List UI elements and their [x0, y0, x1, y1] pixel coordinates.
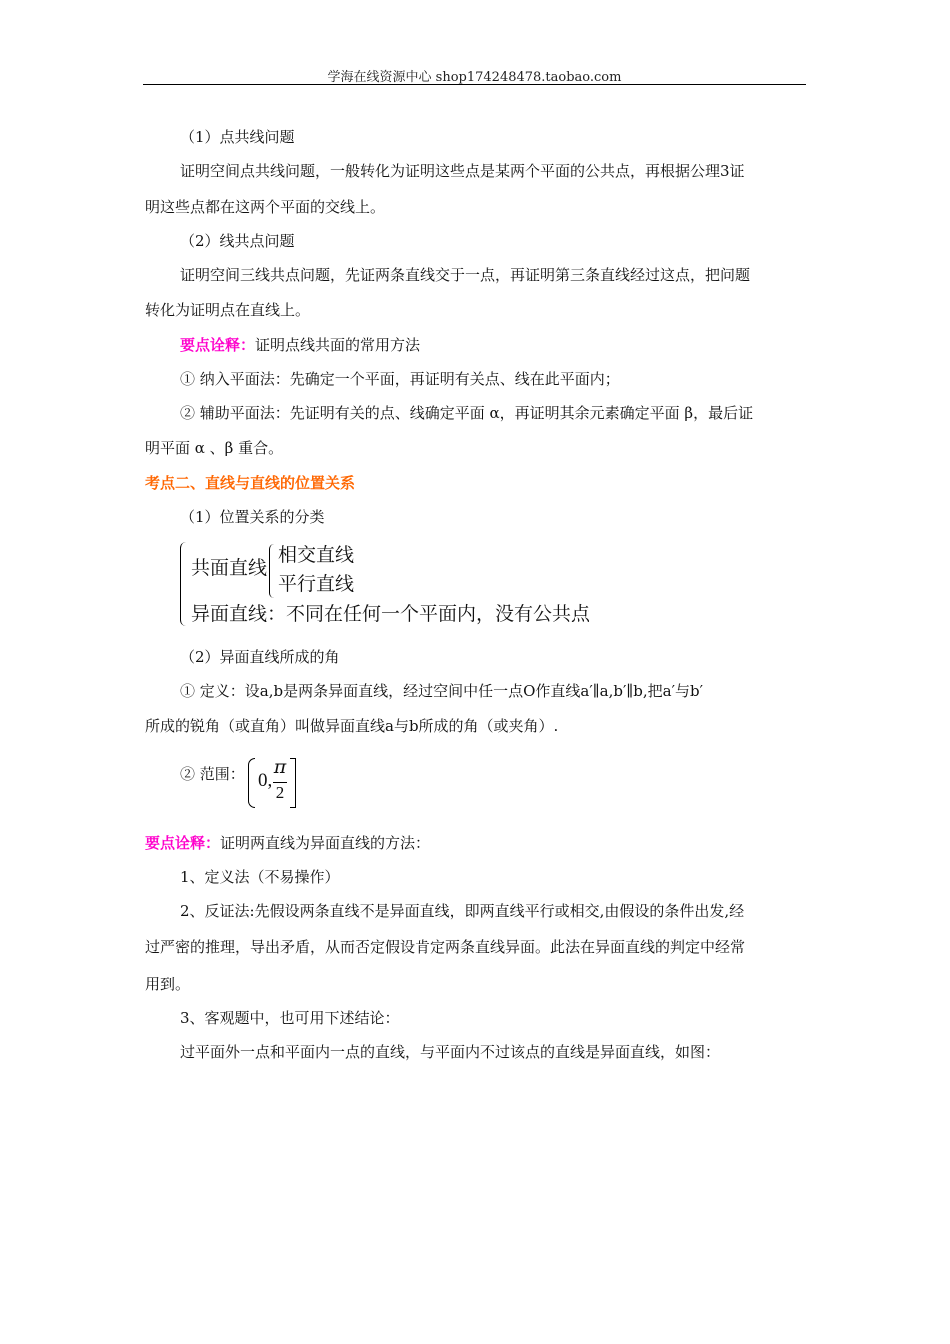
key-point-text: 证明两直线为异面直线的方法： — [220, 834, 431, 852]
range-formula — [246, 758, 300, 810]
method-item: 3、客观题中，也可用下述结论： — [180, 1009, 400, 1027]
range-label: ② 范围： — [180, 765, 245, 783]
method-item: ② 辅助平面法：先证明有关的点、线确定平面 α，再证明其余元素确定平面 β，最后证 — [180, 404, 754, 422]
paragraph-line: 用到。 — [145, 975, 191, 993]
paragraph-line: 过平面外一点和平面内一点的直线，与平面内不过该点的直线是异面直线，如图： — [180, 1043, 721, 1061]
open-paren — [248, 758, 255, 808]
outer-brace — [180, 542, 189, 626]
key-point-label: 要点诠释： — [145, 834, 221, 852]
range-zero: 0, — [258, 770, 273, 791]
skew-lines-label: 异面直线：不同在任何一个平面内，没有公共点 — [191, 603, 591, 625]
paragraph-line: 过严密的推理，导出矛盾，从而否定假设肯定两条直线异面。此法在异面直线的判定中经常 — [145, 938, 746, 956]
angle-heading: （2）异面直线所成的角 — [180, 648, 340, 666]
line-concurrent-heading: （2）线共点问题 — [180, 232, 295, 250]
range-numerator: π — [273, 756, 287, 778]
method-item: ① 纳入平面法：先确定一个平面，再证明有关点、线在此平面内； — [180, 370, 620, 388]
parallel-lines-label: 平行直线 — [278, 573, 355, 595]
key-point-label: 要点诠释： — [180, 336, 256, 354]
key-point-note — [180, 335, 420, 355]
inner-brace — [269, 544, 276, 598]
classification-heading: （1）位置关系的分类 — [180, 508, 325, 526]
point-collinear-heading: （1）点共线问题 — [180, 128, 295, 146]
intersecting-lines-label: 相交直线 — [278, 544, 355, 566]
paragraph-line: 明这些点都在这两个平面的交线上。 — [145, 198, 386, 216]
paragraph-line: 转化为证明点在直线上。 — [145, 301, 311, 319]
paragraph-line: 明平面 α 、β 重合。 — [145, 439, 284, 457]
key-point-note — [145, 833, 430, 853]
page-header: 学海在线资源中心 shop174248478.taobao.com — [327, 70, 622, 85]
method-item: 2、反证法:先假设两条直线不是异面直线，即两直线平行或相交,由假设的条件出发,经 — [180, 902, 745, 920]
definition-line: ① 定义：设a,b是两条异面直线，经过空间中任一点O作直线a′∥a,b′∥b,把a′与b′ — [180, 682, 704, 700]
key-point-text: 证明点线共面的常用方法 — [255, 336, 421, 354]
paragraph-line: 证明空间点共线问题，一般转化为证明这些点是某两个平面的公共点，再根据公理3证 — [180, 162, 745, 180]
header-divider — [143, 84, 806, 85]
paragraph-line: 证明空间三线共点问题，先证两条直线交于一点，再证明第三条直线经过这点，把问题 — [180, 266, 751, 284]
classification-diagram — [180, 540, 620, 630]
range-denominator: 2 — [275, 783, 285, 802]
paragraph-line: 所成的锐角（或直角）叫做异面直线a与b所成的角（或夹角）. — [145, 717, 559, 735]
section-heading: 考点二、直线与直线的位置关系 — [145, 474, 356, 492]
close-bracket — [290, 758, 296, 808]
coplanar-lines-label: 共面直线 — [191, 557, 268, 579]
method-item: 1、定义法（不易操作） — [180, 868, 340, 886]
